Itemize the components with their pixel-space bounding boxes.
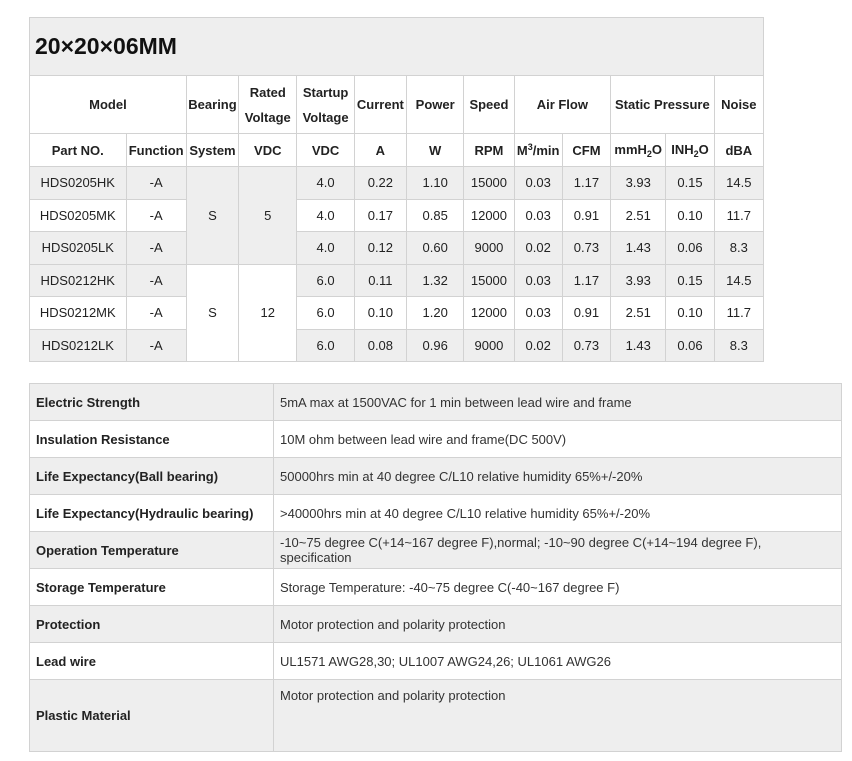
table-row [30, 199, 764, 232]
header-speed: Speed [464, 76, 514, 134]
cell-current: 0.17 [354, 199, 406, 232]
cell-current: 0.10 [354, 297, 406, 330]
cell-inh2o: 0.15 [666, 264, 714, 297]
subheader-mmh2o: mmH$_2$O [611, 134, 666, 167]
property-row [30, 606, 842, 643]
cell-rated-voltage: 5 [239, 167, 297, 265]
properties-table [29, 383, 842, 752]
cell-current: 0.11 [354, 264, 406, 297]
cell-speed: 9000 [464, 232, 514, 265]
property-value: >40000hrs min at 40 degree C/L10 relative humidity 65%+/-20% [274, 495, 842, 532]
property-value: 50000hrs min at 40 degree C/L10 relative humidity 65%+/-20% [274, 458, 842, 495]
property-value: 5mA max at 1500VAC for 1 min between lead wire and frame [274, 384, 842, 421]
cell-startup: 4.0 [297, 232, 354, 265]
cell-mmh2o: 2.51 [611, 199, 666, 232]
cell-cfm: 0.91 [562, 297, 610, 330]
property-label: Life Expectancy(Hydraulic bearing) [30, 495, 274, 532]
property-value: -10~75 degree C(+14~167 degree F),normal; -10~90 degree C(+14~194 degree F), specification [274, 532, 842, 569]
cell-function: -A [126, 329, 186, 362]
cell-noise: 11.7 [714, 199, 763, 232]
cell-part-no: HDS0212MK [30, 297, 127, 330]
property-value: 10M ohm between lead wire and frame(DC 500V) [274, 421, 842, 458]
header-power: Power [407, 76, 464, 134]
cell-startup: 6.0 [297, 264, 354, 297]
cell-rated-voltage: 12 [239, 264, 297, 362]
cell-power: 0.96 [407, 329, 464, 362]
cell-part-no: HDS0205HK [30, 167, 127, 200]
cell-function: -A [126, 297, 186, 330]
property-row [30, 643, 842, 680]
cell-m3min: 0.03 [514, 297, 562, 330]
cell-startup: 6.0 [297, 297, 354, 330]
cell-m3min: 0.03 [514, 264, 562, 297]
cell-inh2o: 0.06 [666, 232, 714, 265]
cell-speed: 12000 [464, 297, 514, 330]
cell-cfm: 0.73 [562, 232, 610, 265]
subheader-function: Function [126, 134, 186, 167]
cell-inh2o: 0.10 [666, 199, 714, 232]
header-noise: Noise [714, 76, 763, 134]
property-label: Operation Temperature [30, 532, 274, 569]
cell-noise: 8.3 [714, 232, 763, 265]
cell-function: -A [126, 199, 186, 232]
table-row [30, 329, 764, 362]
subheader-rpm: RPM [464, 134, 514, 167]
header-bearing: Bearing [186, 76, 238, 134]
subheader-amps: A [354, 134, 406, 167]
cell-noise: 14.5 [714, 167, 763, 200]
table-row [30, 167, 764, 200]
cell-speed: 15000 [464, 167, 514, 200]
cell-current: 0.08 [354, 329, 406, 362]
cell-noise: 14.5 [714, 264, 763, 297]
cell-part-no: HDS0205LK [30, 232, 127, 265]
cell-startup: 4.0 [297, 167, 354, 200]
property-value: Storage Temperature: -40~75 degree C(-40~167 degree F) [274, 569, 842, 606]
cell-inh2o: 0.06 [666, 329, 714, 362]
fan-spec-table [29, 17, 764, 362]
cell-cfm: 0.91 [562, 199, 610, 232]
property-label: Plastic Material [30, 680, 274, 752]
cell-system: S [186, 264, 238, 362]
property-row [30, 680, 842, 752]
cell-startup: 4.0 [297, 199, 354, 232]
property-value: UL1571 AWG28,30; UL1007 AWG24,26; UL1061 AWG26 [274, 643, 842, 680]
cell-mmh2o: 1.43 [611, 232, 666, 265]
cell-current: 0.22 [354, 167, 406, 200]
property-row [30, 421, 842, 458]
cell-mmh2o: 1.43 [611, 329, 666, 362]
cell-m3min: 0.02 [514, 232, 562, 265]
cell-speed: 15000 [464, 264, 514, 297]
subheader-watts: W [407, 134, 464, 167]
property-row [30, 458, 842, 495]
cell-mmh2o: 3.93 [611, 167, 666, 200]
header-current: Current [354, 76, 406, 134]
property-label: Insulation Resistance [30, 421, 274, 458]
subheader-vdc-rated: VDC [239, 134, 297, 167]
header-air-flow: Air Flow [514, 76, 611, 134]
cell-power: 1.10 [407, 167, 464, 200]
cell-function: -A [126, 264, 186, 297]
property-value: Motor protection and polarity protection [274, 680, 842, 752]
cell-inh2o: 0.15 [666, 167, 714, 200]
subheader-vdc-startup: VDC [297, 134, 354, 167]
cell-m3min: 0.03 [514, 199, 562, 232]
table-row [30, 297, 764, 330]
cell-noise: 11.7 [714, 297, 763, 330]
cell-cfm: 1.17 [562, 264, 610, 297]
property-value: Motor protection and polarity protection [274, 606, 842, 643]
table-row [30, 232, 764, 265]
cell-function: -A [126, 232, 186, 265]
cell-cfm: 1.17 [562, 167, 610, 200]
cell-part-no: HDS0212LK [30, 329, 127, 362]
property-label: Electric Strength [30, 384, 274, 421]
header-model: Model [30, 76, 187, 134]
property-label: Lead wire [30, 643, 274, 680]
cell-power: 1.20 [407, 297, 464, 330]
cell-part-no: HDS0212HK [30, 264, 127, 297]
cell-noise: 8.3 [714, 329, 763, 362]
cell-speed: 12000 [464, 199, 514, 232]
table-row [30, 264, 764, 297]
header-rated-voltage: Rated Voltage [239, 76, 297, 134]
cell-speed: 9000 [464, 329, 514, 362]
cell-system: S [186, 167, 238, 265]
cell-function: -A [126, 167, 186, 200]
cell-m3min: 0.03 [514, 167, 562, 200]
cell-startup: 6.0 [297, 329, 354, 362]
cell-power: 0.85 [407, 199, 464, 232]
cell-inh2o: 0.10 [666, 297, 714, 330]
subheader-inh2o: $INH_2O$ [666, 134, 714, 167]
subheader-cfm: CFM [562, 134, 610, 167]
cell-m3min: 0.02 [514, 329, 562, 362]
property-row [30, 569, 842, 606]
header-static-pressure: Static Pressure [611, 76, 715, 134]
property-label: Protection [30, 606, 274, 643]
property-label: Storage Temperature [30, 569, 274, 606]
cell-cfm: 0.73 [562, 329, 610, 362]
cell-mmh2o: 2.51 [611, 297, 666, 330]
subheader-m3-min: $M^3/\min$ [514, 134, 562, 167]
cell-power: 1.32 [407, 264, 464, 297]
property-row [30, 495, 842, 532]
header-startup-voltage: Startup Voltage [297, 76, 354, 134]
property-row [30, 532, 842, 569]
cell-current: 0.12 [354, 232, 406, 265]
cell-part-no: HDS0205MK [30, 199, 127, 232]
page-title: 20×20×06MM [30, 18, 764, 76]
property-label: Life Expectancy(Ball bearing) [30, 458, 274, 495]
subheader-dba: dBA [714, 134, 763, 167]
cell-power: 0.60 [407, 232, 464, 265]
subheader-part-no: Part NO. [30, 134, 127, 167]
property-row [30, 384, 842, 421]
cell-mmh2o: 3.93 [611, 264, 666, 297]
subheader-system: System [186, 134, 238, 167]
